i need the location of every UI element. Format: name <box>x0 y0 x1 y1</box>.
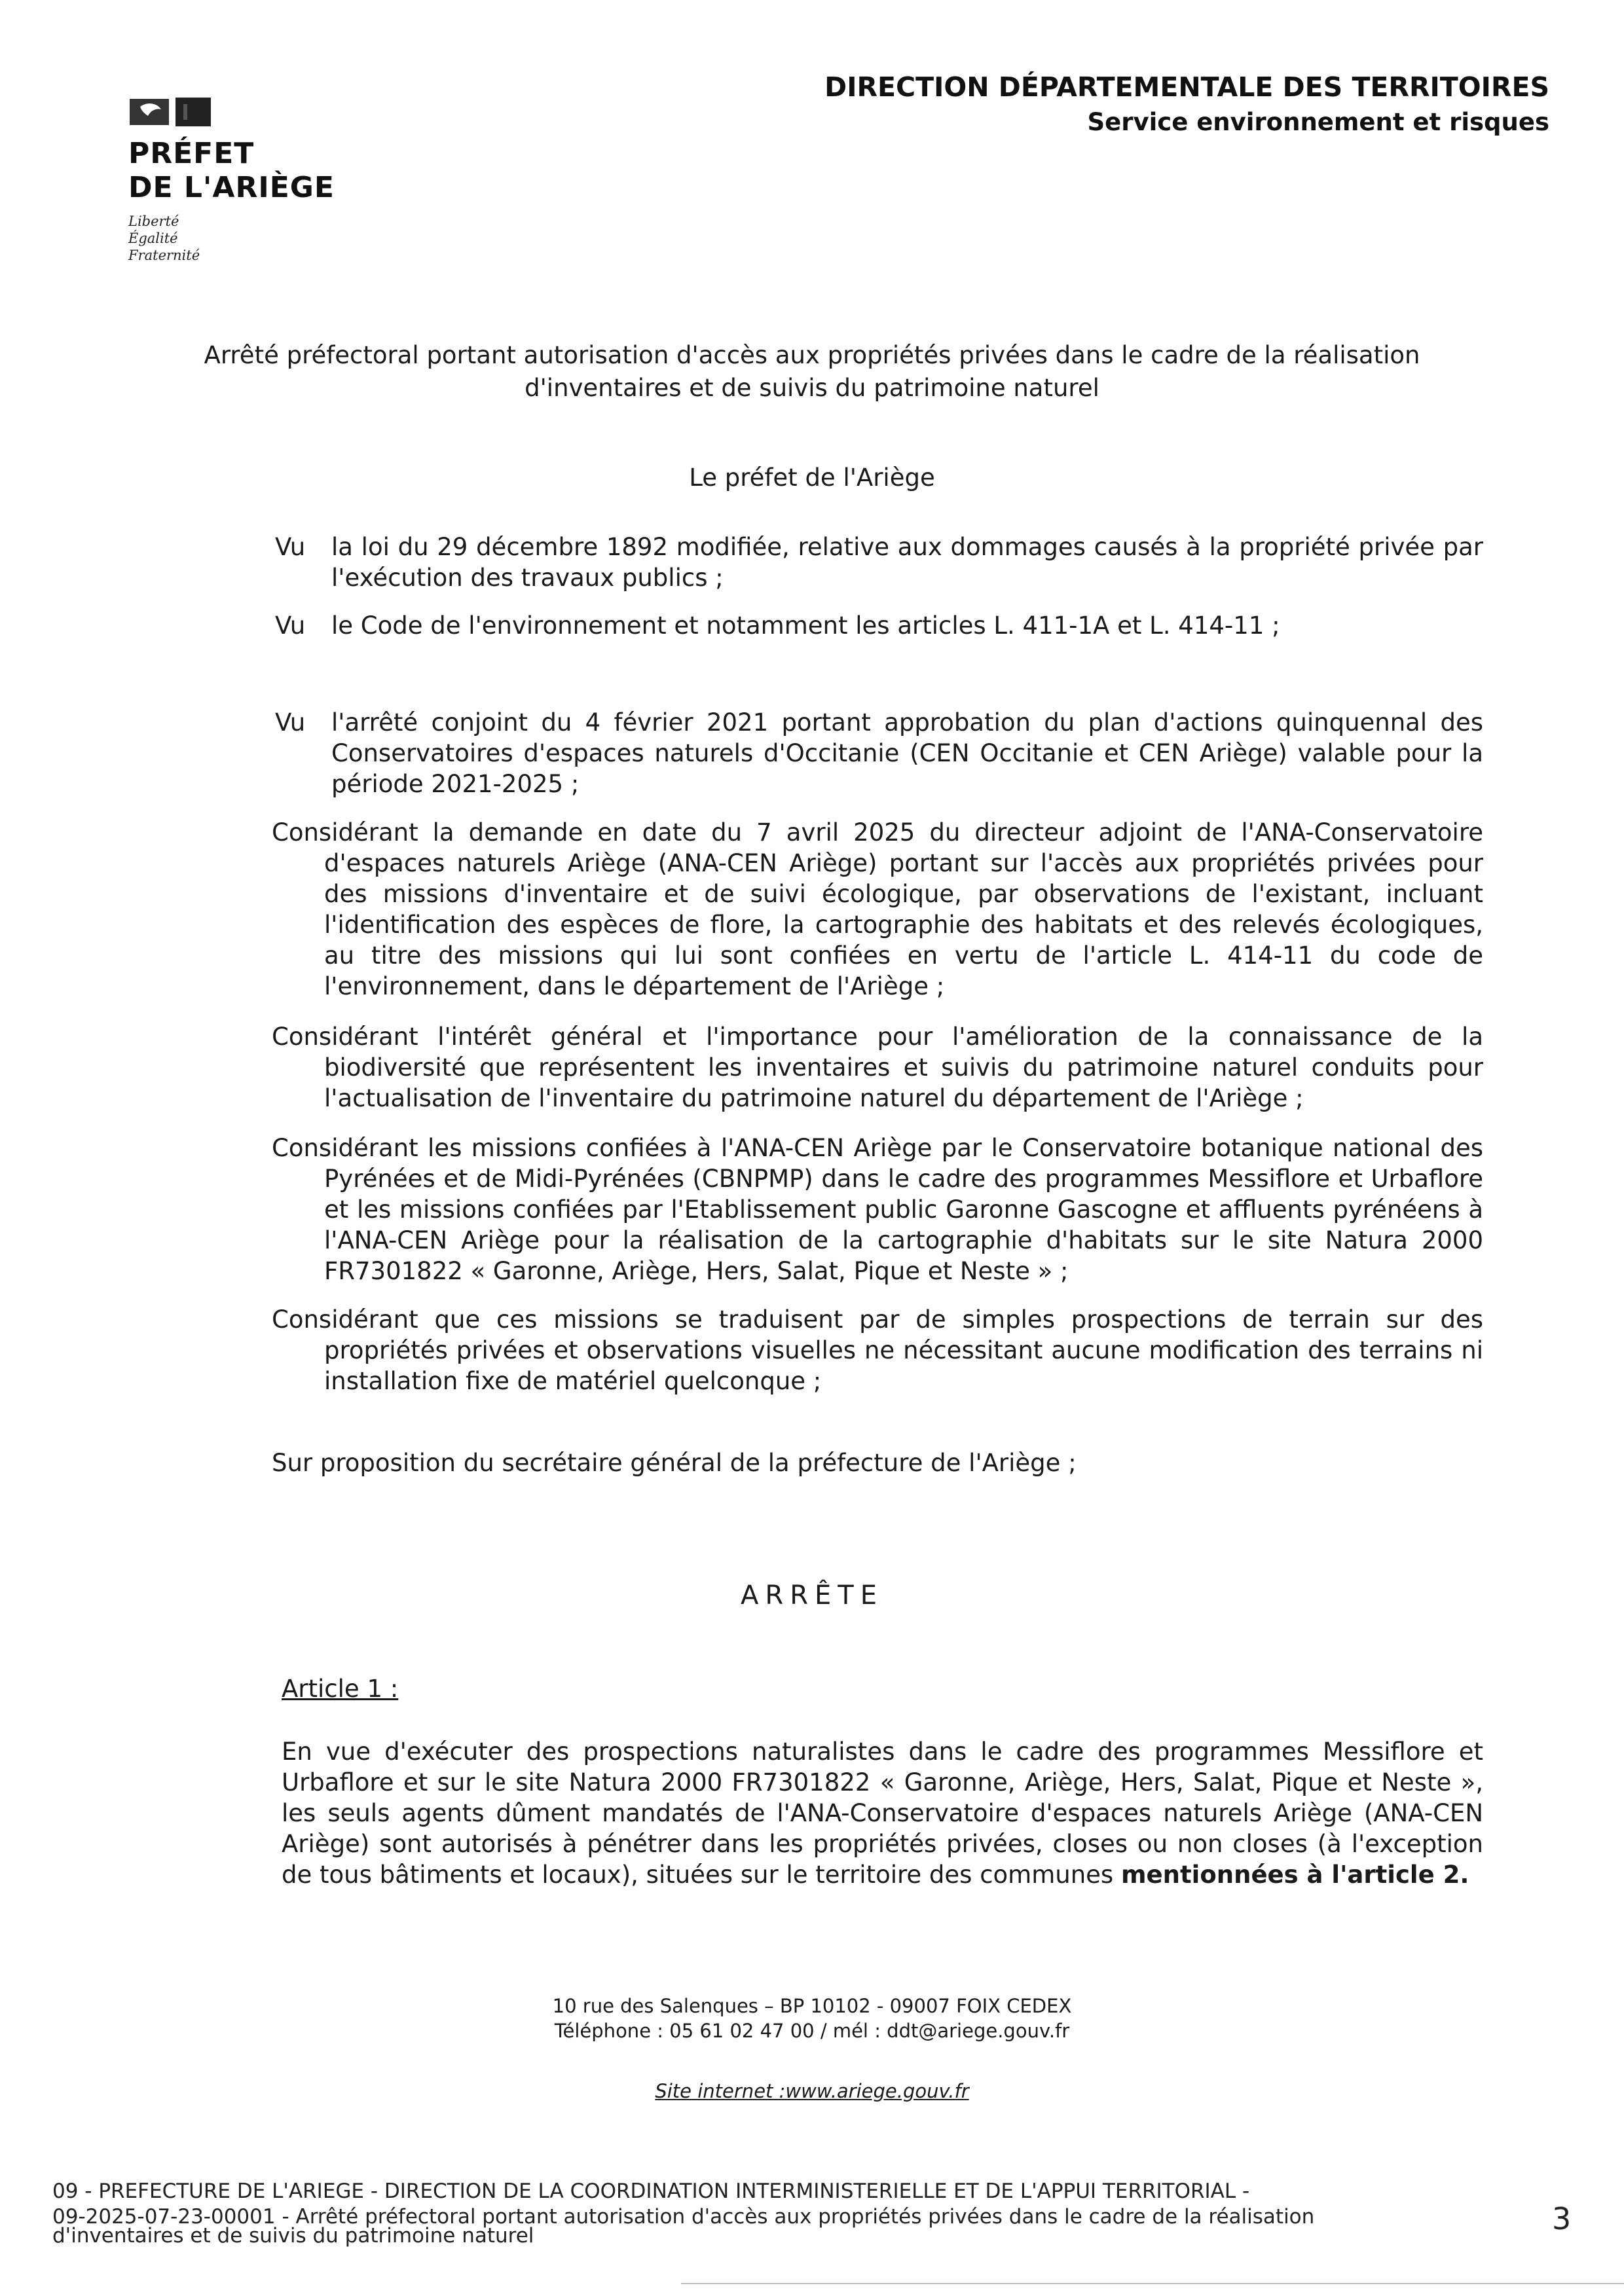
motto-liberte: Liberté <box>128 213 179 229</box>
considerant-text: la demande en date du 7 avril 2025 du directeur adjoint de l'ANA-Conservatoire d'espaces naturels Ariège (ANA-CEN Ariège) portant sur l'accès aux propriétés privées pour des missions d'inventaire et de suivi écologique, par observations de l'existant, incluant l'identification des espèces de flore, la cartographie des habitats et des relevés écologiques, au titre des missions qui lui sont confiées en vertu de l'article L. 414-11 du code de l'environnement, dans le département de l'Ariège ; <box>324 818 1483 1000</box>
considerant-keyword: Considérant <box>272 1023 418 1051</box>
publication-stamp <box>52 2179 1362 2255</box>
considerant-1 <box>272 817 1483 1002</box>
visa-keyword: Vu <box>275 611 306 640</box>
considerant-text: l'intérêt général et l'importance pour l'amélioration de la connaissance de la biodiversité que représentent les inventaires et suivis du patrimoine naturel conduits pour l'actualisation de l'inventaire du patrimoine naturel du département de l'Ariège ; <box>324 1023 1483 1112</box>
article-1-text: En vue d'exécuter des prospections naturalistes dans le cadre des programmes Messiflore et Urbaflore et sur le site Natura 2000 FR7301822 « Garonne, Ariège, Hers, Salat, Pique et Neste », les seuls agents dûment mandatés de l'ANA-Conservatoire d'espaces naturels Ariège (ANA-CEN Ariège) sont autorisés à pénétrer dans les propriétés privées, closes ou non closes (à l'exception de tous bâtiments et locaux), situées sur le territoire des communes <box>282 1738 1483 1889</box>
document-title-line1: Arrêté préfectoral portant autorisation d'accès aux propriétés privées dans le cadre de la réalisation <box>204 341 1420 369</box>
considerant-3 <box>272 1133 1483 1286</box>
visa-keyword: Vu <box>275 533 306 561</box>
footer-website-link[interactable]: Site internet :www.ariege.gouv.fr <box>655 2080 969 2102</box>
page-number: 3 <box>1552 2201 1572 2236</box>
considerant-text: les missions confiées à l'ANA-CEN Ariège par le Conservatoire botanique national des Pyrénées et de Midi-Pyrénées (CBNPMP) dans le cadre des programmes Messiflore et Urbaflore et les missions confiées par l'Etablissement public Garonne Gascogne et affluents pyrénéens à l'ANA-CEN Ariège pour la réalisation de la cartographie d'habitats sur le site Natura 2000 FR7301822 « Garonne, Ariège, Hers, Salat, Pique et Neste » ; <box>324 1134 1483 1285</box>
considerant-2 <box>272 1021 1483 1114</box>
visa-keyword: Vu <box>275 708 306 737</box>
arrete-heading: ARRÊTE <box>741 1580 883 1611</box>
direction-title: DIRECTION DÉPARTEMENTALE DES TERRITOIRES <box>824 71 1549 103</box>
proposition-line: Sur proposition du secrétaire général de la préfecture de l'Ariège ; <box>272 1449 1077 1477</box>
document-title-line2: d'inventaires et de suivis du patrimoine naturel <box>525 374 1099 402</box>
considerant-keyword: Considérant <box>272 1305 418 1334</box>
marianne-emblem-icon <box>128 95 213 129</box>
article-1-title: Article 1 : <box>282 1675 399 1703</box>
footer-contact: Téléphone : 05 61 02 47 00 / mél : ddt@ariege.gouv.fr <box>554 2020 1070 2042</box>
visa-text: l'arrêté conjoint du 4 février 2021 portant approbation du plan d'actions quinquennal des Conservatoires d'espaces naturels d'Occitanie (CEN Occitanie et CEN Ariège) valable pour la période 2021-2025 ; <box>331 708 1483 798</box>
logo-prefet-line: PRÉFET <box>128 137 255 170</box>
scan-edge-divider <box>681 2283 1624 2284</box>
considerant-keyword: Considérant <box>272 1134 418 1162</box>
visa-2 <box>275 610 1483 641</box>
visa-3 <box>275 707 1483 799</box>
considerant-keyword: Considérant <box>272 818 418 847</box>
document-title <box>164 339 1460 405</box>
visa-1 <box>275 532 1483 593</box>
article-1-bold-tail: mentionnées à l'article 2. <box>1120 1861 1469 1889</box>
issuing-service <box>824 69 1549 139</box>
stamp-line1: 09 - PREFECTURE DE L'ARIEGE - DIRECTION DE LA COORDINATION INTERMINISTERIELLE ET DE L'APPUI TERRITORIAL - <box>52 2179 1250 2203</box>
considerant-text: que ces missions se traduisent par de simples prospections de terrain sur des propriétés privées et observations visuelles ne nécessitant aucune modification des terrains ni installation fixe de matériel quelconque ; <box>324 1305 1484 1395</box>
prefect-heading: Le préfet de l'Ariège <box>689 464 935 492</box>
article-1-body <box>282 1736 1483 1890</box>
considerant-4 <box>272 1304 1483 1396</box>
stamp-line3: d'inventaires et de suivis du patrimoine naturel <box>52 2224 534 2248</box>
motto-egalite: Égalité <box>128 230 178 246</box>
prefecture-logo <box>128 95 364 264</box>
footer-address: 10 rue des Salenques – BP 10102 - 09007 FOIX CEDEX <box>552 1995 1072 2017</box>
service-name: Service environnement et risques <box>1087 108 1549 136</box>
logo-department-line: DE L'ARIÈGE <box>128 171 335 204</box>
stamp-line2: 09-2025-07-23-00001 - Arrêté préfectoral portant autorisation d'accès aux propriétés privées dans le cadre de la réalisation <box>52 2205 1315 2229</box>
motto-fraternite: Fraternité <box>128 247 200 263</box>
visa-text: la loi du 29 décembre 1892 modifiée, relative aux dommages causés à la propriété privée par l'exécution des travaux publics ; <box>331 533 1483 592</box>
footer-address-block <box>0 1994 1624 2043</box>
visa-text: le Code de l'environnement et notamment les articles L. 411-1A et L. 414-11 ; <box>331 611 1280 640</box>
